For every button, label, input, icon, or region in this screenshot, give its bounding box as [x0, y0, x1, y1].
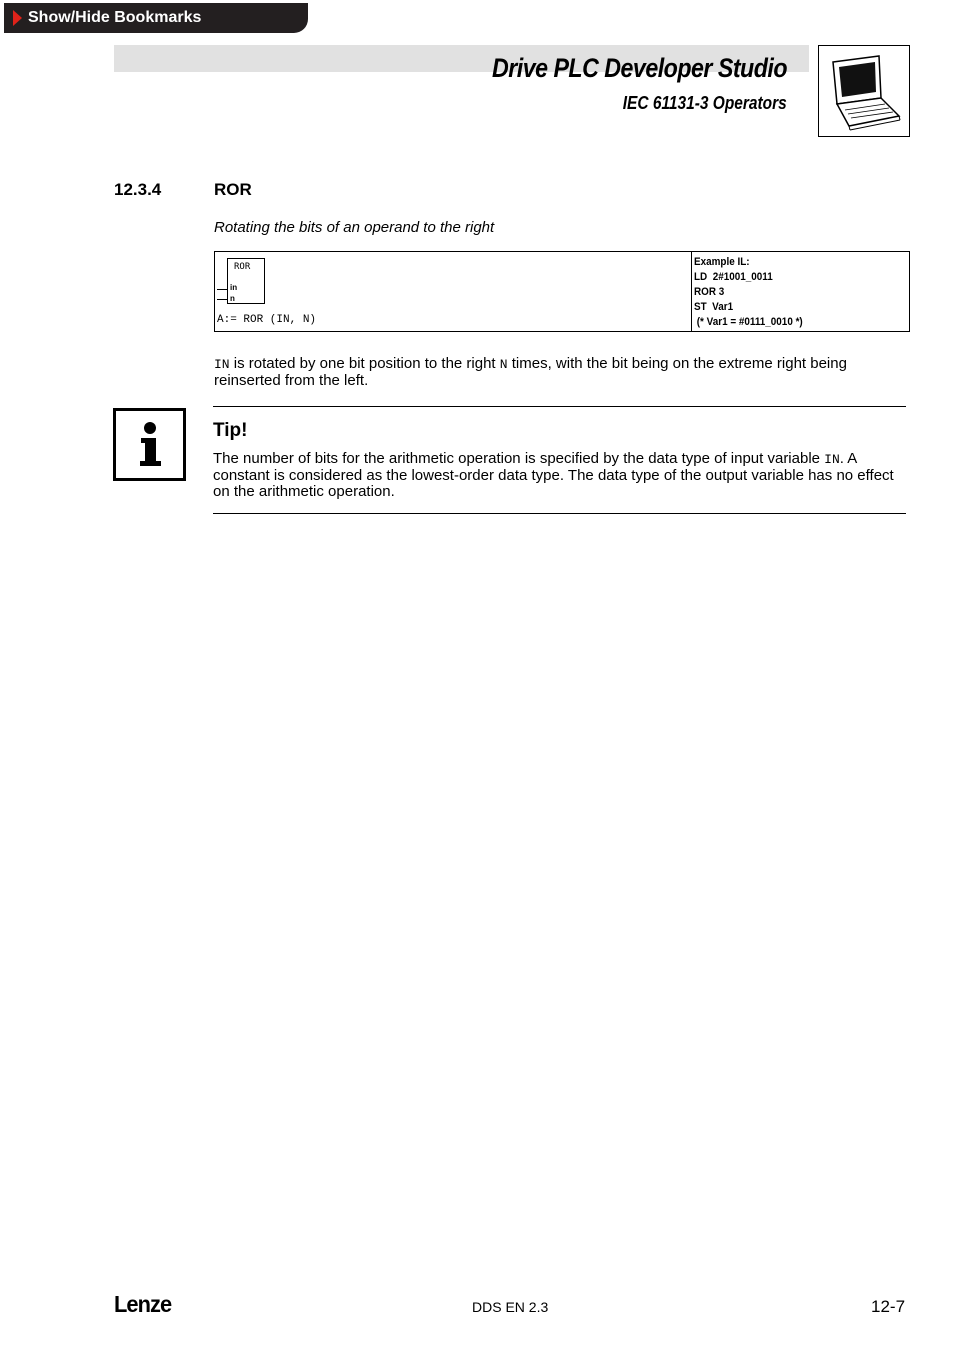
body-paragraph	[214, 356, 912, 389]
page-number: 12-7	[871, 1297, 906, 1316]
tip-code: IN	[824, 452, 840, 467]
tip-bottom-rule	[213, 513, 906, 514]
il-line: LD 2#1001_0011	[694, 271, 773, 283]
laptop-icon-box	[818, 45, 910, 137]
fbd-block	[227, 258, 265, 304]
body-text-1: is rotated by one bit position to the right	[229, 355, 500, 372]
operator-table	[214, 251, 910, 332]
lenze-logo: Lenze	[114, 1291, 172, 1317]
document-id: DDS EN 2.3	[472, 1299, 549, 1315]
il-example-cell	[694, 255, 815, 330]
tip-text-2: . A constant is considered as the lowest-order data type. The data type of the output variable has no effect on the arithmetic operation.	[213, 450, 894, 500]
il-line: ST Var1	[694, 301, 734, 313]
st-code: A:= ROR (IN, N)	[217, 314, 317, 326]
tip-text-1: The number of bits for the arithmetic operation is specified by the data type of input variable	[213, 450, 825, 467]
laptop-icon	[819, 46, 909, 136]
page-title: Drive PLC Developer Studio	[492, 53, 787, 83]
fbd-input-n: n	[230, 294, 235, 303]
tip-text	[213, 451, 911, 500]
il-line: Example IL:	[694, 256, 750, 268]
info-glyph	[116, 411, 183, 478]
tip-top-rule	[213, 406, 906, 407]
fbd-st-cell	[215, 252, 692, 331]
code-n: N	[499, 357, 508, 372]
section-number: 12.3.4	[114, 180, 162, 199]
fbd-input-in: in	[230, 283, 238, 292]
il-line: (* Var1 = #0111_0010 *)	[694, 316, 803, 328]
arrow-right-icon	[13, 10, 22, 26]
section-title: ROR	[214, 180, 252, 199]
tip-heading: Tip!	[213, 420, 248, 441]
page-subtitle: IEC 61131-3 Operators	[622, 93, 787, 113]
fbd-input-line	[217, 299, 227, 300]
info-icon	[113, 408, 186, 481]
section-description: Rotating the bits of an operand to the right	[214, 219, 495, 236]
body-text-2: times, with the bit being on the extreme right being reinserted from the left.	[214, 355, 847, 389]
fbd-block-name: ROR	[234, 262, 251, 272]
code-in: IN	[214, 357, 230, 372]
fbd-input-line	[217, 289, 227, 290]
show-hide-bookmarks-button[interactable]	[4, 3, 308, 33]
bookmarks-label: Show/Hide Bookmarks	[28, 9, 202, 26]
il-line: ROR 3	[694, 286, 725, 298]
